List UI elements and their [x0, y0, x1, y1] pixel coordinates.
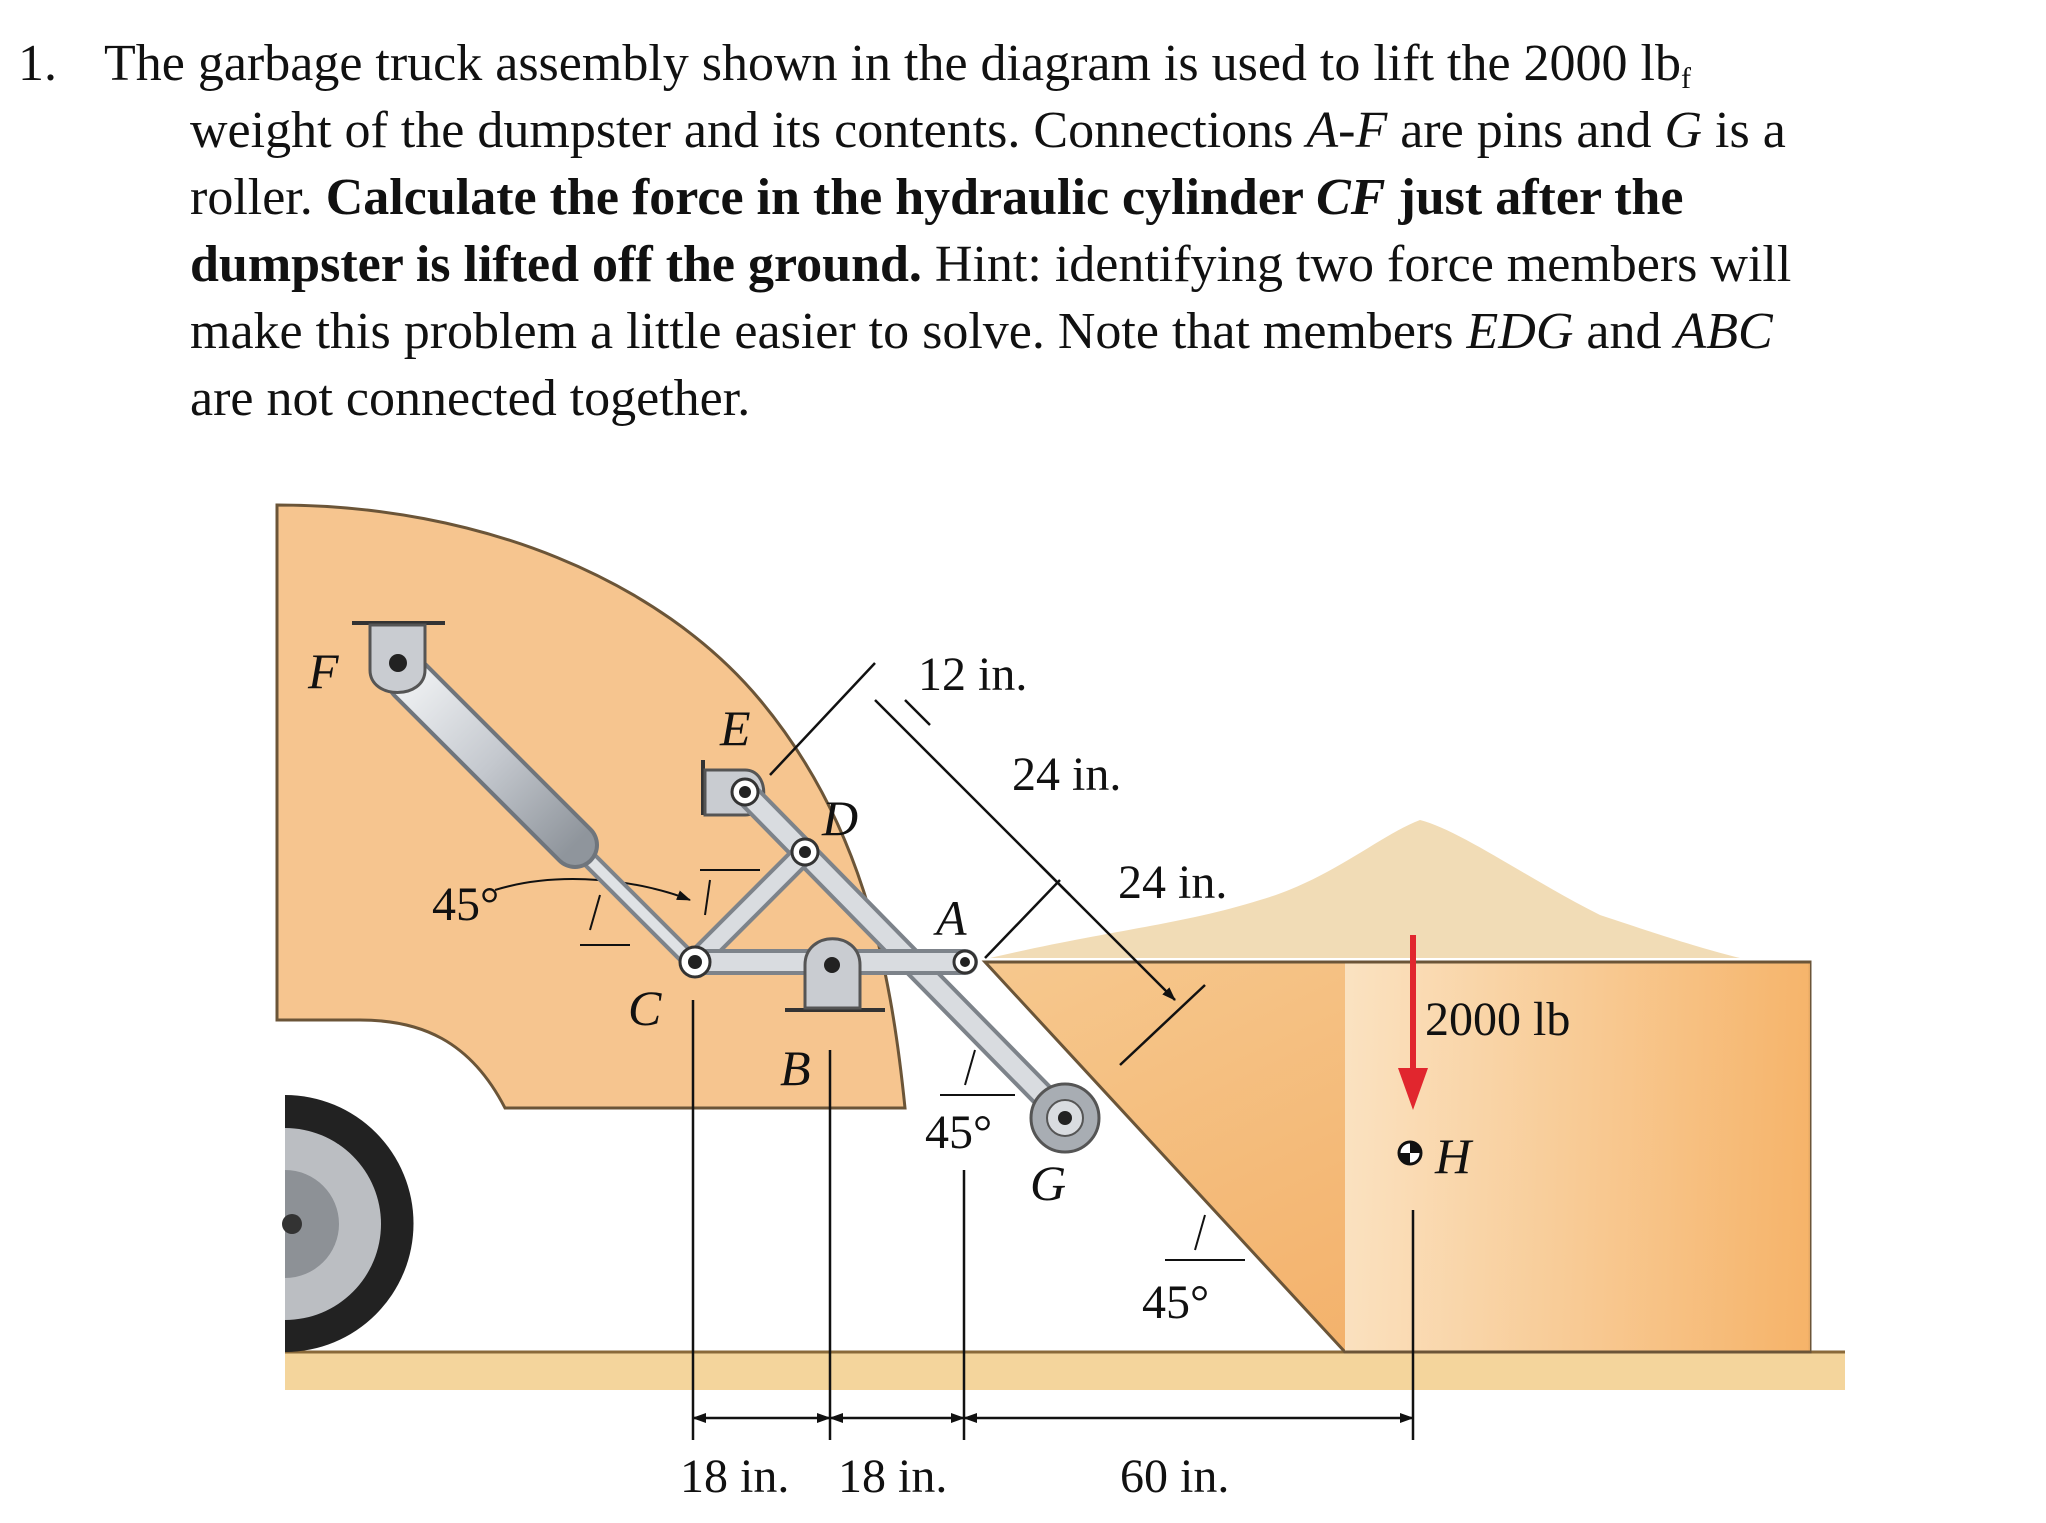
- truck-wheel: [282, 1095, 414, 1352]
- angle-45-dumpster: 45°: [1142, 1276, 1210, 1329]
- label-d: D: [822, 790, 859, 846]
- label-g: G: [1030, 1155, 1067, 1211]
- ground-strip: [285, 1352, 1845, 1390]
- problem-number: 1.: [18, 35, 57, 92]
- load-label: 2000 lb: [1425, 993, 1571, 1046]
- point-h-marker: [1399, 1142, 1421, 1164]
- problem-line-6: are not connected together.: [190, 370, 751, 427]
- label-a: A: [936, 890, 967, 946]
- truck-body: [277, 505, 905, 1108]
- label-c: C: [628, 980, 662, 1036]
- label-b: B: [780, 1040, 811, 1096]
- dim-60in: 60 in.: [1120, 1450, 1230, 1503]
- sand-pile: [990, 820, 1740, 958]
- dim-18in-b: 18 in.: [838, 1450, 948, 1503]
- dim-24in-lower: 24 in.: [1118, 856, 1228, 909]
- problem-line-5: make this problem a little easier to solve. Note that members EDG and ABC: [190, 303, 1773, 360]
- problem-line-3: roller. Calculate the force in the hydraulic cylinder CF just after the: [190, 169, 1684, 226]
- dim-24in-upper: 24 in.: [1012, 748, 1122, 801]
- problem-body: [190, 97, 2028, 432]
- label-h: H: [1435, 1128, 1472, 1184]
- dim-12in: 12 in.: [918, 648, 1028, 701]
- diagram-svg: [0, 460, 2046, 1518]
- problem-line-4: dumpster is lifted off the ground. Hint: identifying two force members will: [190, 236, 1792, 293]
- angle-45-g: 45°: [925, 1106, 993, 1159]
- problem-line-2: weight of the dumpster and its contents. Connections A-F are pins and G is a: [190, 102, 1786, 159]
- problem-line-1: The garbage truck assembly shown in the diagram is used to lift the 2000 $lb_f$: [104, 35, 1691, 95]
- label-e: E: [720, 700, 751, 756]
- label-f: F: [308, 643, 339, 699]
- truck-diagram: [0, 460, 2046, 1518]
- unit-subscript: f: [1681, 62, 1691, 95]
- angle-45-left: 45°: [432, 878, 500, 931]
- dim-18in-a: 18 in.: [680, 1450, 790, 1503]
- roller-g: [1031, 1084, 1099, 1152]
